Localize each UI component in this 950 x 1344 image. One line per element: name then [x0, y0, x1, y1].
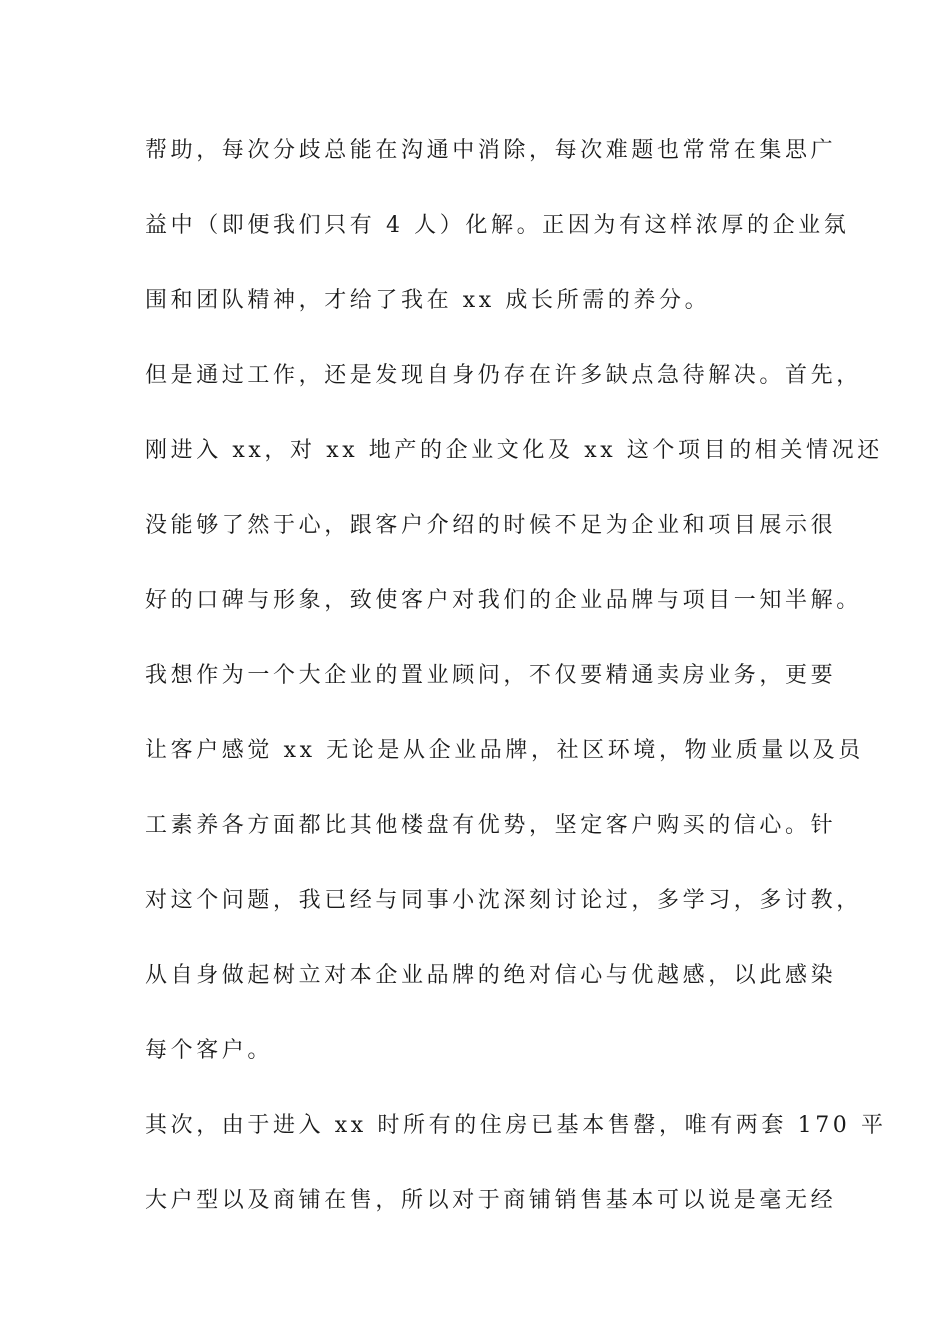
- text-line-2: 益中（即便我们只有 4 人）化解。正因为有这样浓厚的企业氛: [145, 213, 850, 238]
- text-line-14: 其次，由于进入 xx 时所有的住房已基本售罄，唯有两套 170 平: [145, 1113, 887, 1138]
- text-line-6: 没能够了然于心，跟客户介绍的时候不足为企业和项目展示很: [145, 513, 837, 538]
- text-line-11: 对这个问题，我已经与同事小沈深刻讨论过，多学习，多讨教，: [145, 888, 862, 913]
- text-line-8: 我想作为一个大企业的置业顾问，不仅要精通卖房业务，更要: [145, 663, 837, 688]
- text-line-10: 工素养各方面都比其他楼盘有优势，坚定客户购买的信心。针: [145, 813, 837, 838]
- text-line-7: 好的口碑与形象，致使客户对我们的企业品牌与项目一知半解。: [145, 588, 862, 613]
- text-line-1: 帮助，每次分歧总能在沟通中消除，每次难题也常常在集思广: [145, 138, 837, 163]
- text-line-15: 大户型以及商铺在售，所以对于商铺销售基本可以说是毫无经: [145, 1188, 837, 1213]
- text-line-5: 刚进入 xx，对 xx 地产的企业文化及 xx 这个项目的相关情况还: [145, 438, 883, 463]
- text-line-13: 每个客户。: [145, 1038, 274, 1063]
- document-body: [145, 130, 887, 1255]
- text-line-9: 让客户感觉 xx 无论是从企业品牌，社区环境，物业质量以及员: [145, 738, 864, 763]
- text-line-4: 但是通过工作，还是发现自身仍存在许多缺点急待解决。首先，: [145, 363, 862, 388]
- text-line-12: 从自身做起树立对本企业品牌的绝对信心与优越感，以此感染: [145, 963, 837, 988]
- text-line-3: 围和团队精神，才给了我在 xx 成长所需的养分。: [145, 288, 711, 313]
